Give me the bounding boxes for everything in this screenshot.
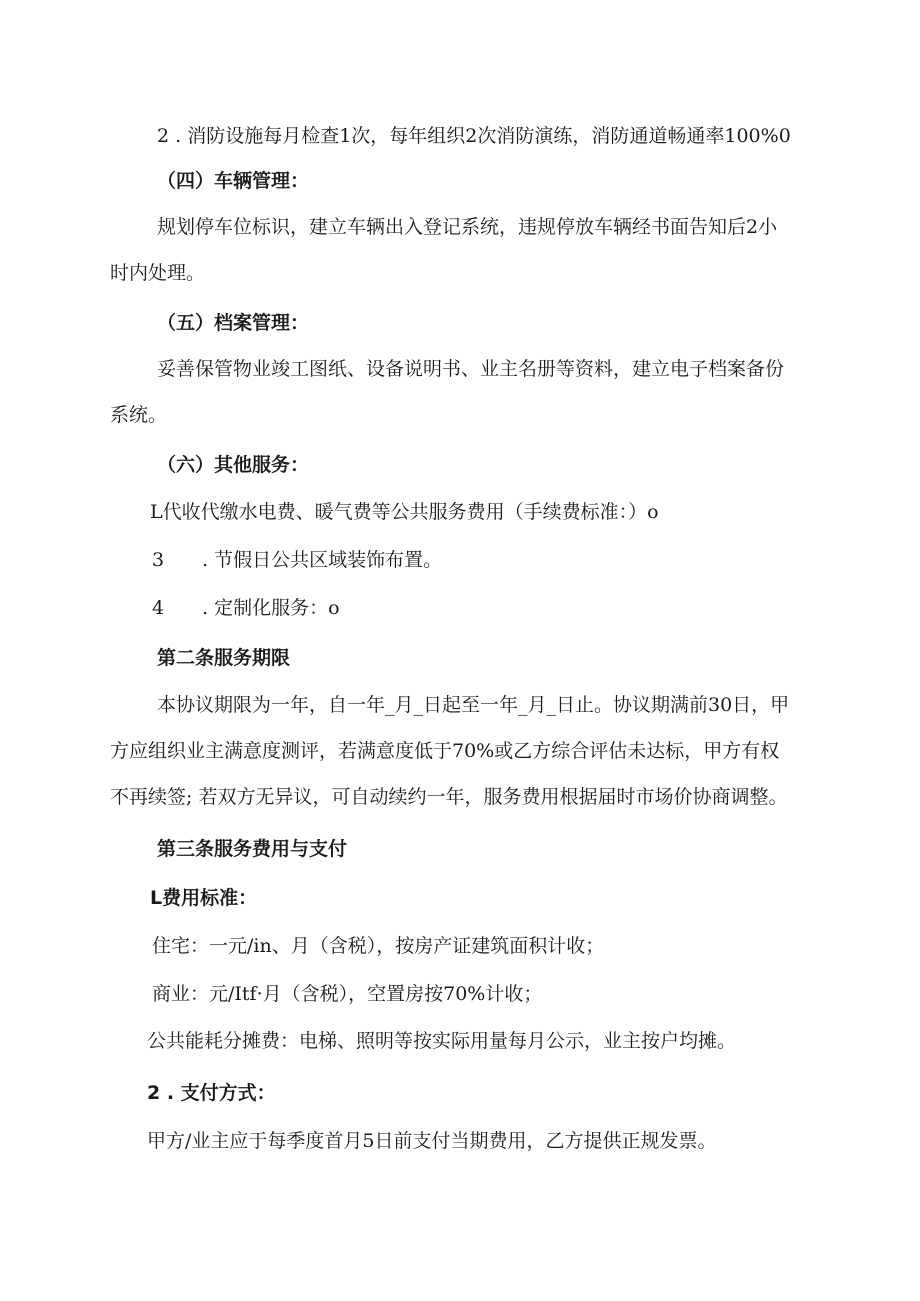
other-item-4: 4 . 定制化服务：o xyxy=(152,597,340,619)
residential-fee: 住宅：一元/in、月（含税），按房产证建筑面积计收； xyxy=(152,935,605,957)
section-heading-vehicle: （四）车辆管理： xyxy=(157,170,310,192)
public-energy-fee: 公共能耗分摊费：电梯、照明等按实际用量每月公示，业主按户均摊。 xyxy=(147,1030,737,1052)
payment-method-heading: 2 . 支付方式： xyxy=(147,1082,276,1104)
vehicle-paragraph-line1: 规划停车位标识，建立车辆出入登记系统，违规停放车辆经书面告知后2小 xyxy=(157,216,778,238)
commercial-fee: 商业：元/Itf·月（含税），空置房按70%计收； xyxy=(152,983,543,1005)
archive-paragraph-line2: 系统。 xyxy=(110,404,168,426)
other-item-3: 3 . 节假日公共区域装饰布置。 xyxy=(152,549,443,571)
term-paragraph-line1: 本协议期限为一年，自一年_月_日起至一年_月_日止。协议期满前30日，甲 xyxy=(157,694,790,716)
article-3-heading: 第三条服务费用与支付 xyxy=(157,838,348,860)
term-paragraph-line2: 方应组织业主满意度测评，若满意度低于70%或乙方综合评估未达标，甲方有权 xyxy=(110,740,780,762)
fee-standard-heading: L费用标准： xyxy=(150,887,258,909)
section-heading-other: （六）其他服务： xyxy=(157,454,310,476)
section-heading-archive: （五）档案管理： xyxy=(157,312,310,334)
term-paragraph-line3: 不再续签; 若双方无异议，可自动续约一年，服务费用根据届时市场价协商调整。 xyxy=(110,786,788,808)
vehicle-paragraph-line2: 时内处理。 xyxy=(110,262,206,284)
article-2-heading: 第二条服务期限 xyxy=(157,647,291,669)
archive-paragraph-line1: 妥善保管物业竣工图纸、设备说明书、业主名册等资料，建立电子档案备份 xyxy=(157,358,785,380)
payment-method-text: 甲方/业主应于每季度首月5日前支付当期费用，乙方提供正规发票。 xyxy=(147,1130,717,1152)
other-item-1: L代收代缴水电费、暖气费等公共服务费用（手续费标准：）o xyxy=(150,501,659,523)
fire-inspection-item: 2 . 消防设施每月检查1次，每年组织2次消防演练，消防通道畅通率100%0 xyxy=(157,125,791,147)
